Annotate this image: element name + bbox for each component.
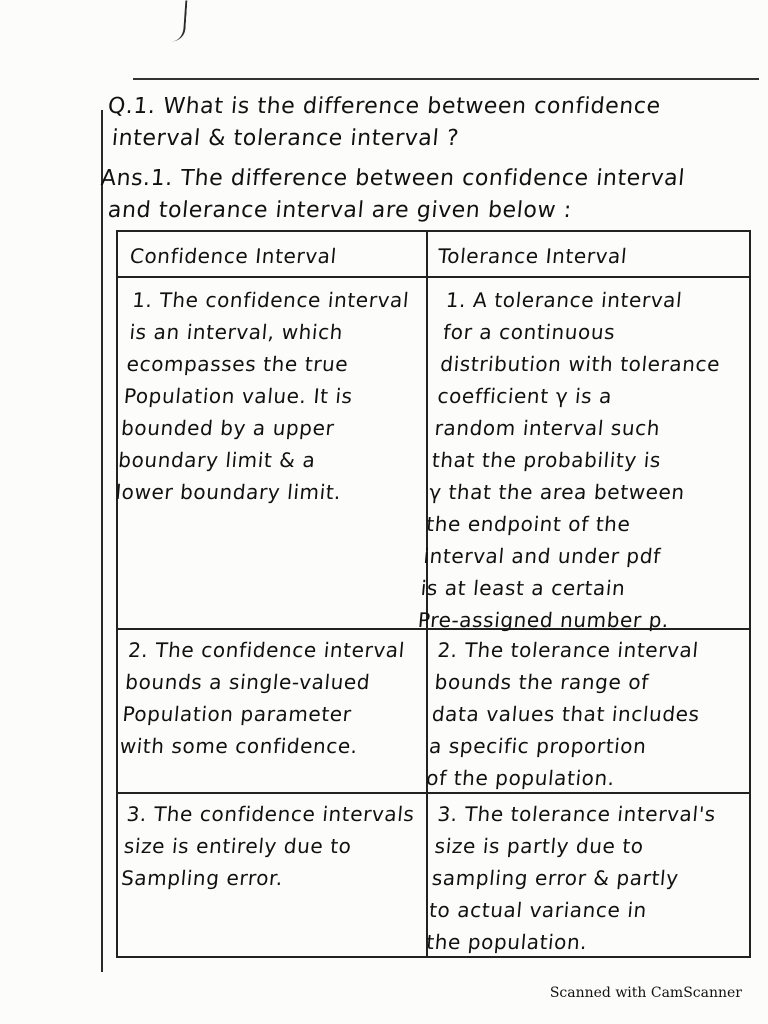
cell-line: Pre-assigned number p.	[416, 608, 671, 632]
cell-line: is at least a certain	[419, 576, 627, 600]
cell-line: coefficient γ is a	[436, 384, 614, 408]
cell-line: bounds a single-valued	[124, 670, 372, 694]
cell-confidence-3	[120, 798, 428, 894]
cell-tolerance-1	[417, 284, 766, 636]
cell-line: random interval such	[433, 416, 662, 440]
cell-line: 1. The confidence interval	[131, 288, 411, 312]
cell-line: ecompasses the true	[125, 352, 350, 376]
cell-line: data values that includes	[430, 702, 701, 726]
header-confidence-interval: Confidence Interval	[128, 244, 338, 268]
cell-line: Sampling error.	[120, 866, 285, 890]
cell-tolerance-2	[425, 634, 757, 794]
cell-line: 2. The confidence interval	[127, 638, 406, 662]
cell-line: that the probability is	[430, 448, 663, 472]
cell-line: 3. The tolerance interval's	[436, 802, 717, 826]
question-line-2: interval & tolerance interval ?	[110, 126, 461, 151]
cell-line: with some confidence.	[118, 734, 359, 758]
cell-line: Population value. It is	[122, 384, 354, 408]
scanner-watermark: Scanned with CamScanner	[549, 985, 742, 1001]
cell-line: to actual variance in	[428, 898, 648, 922]
cell-line: the population.	[425, 930, 589, 954]
cell-line: γ that the area between	[428, 480, 686, 504]
cell-line: distribution with tolerance	[439, 352, 722, 376]
cell-line: for a continuous	[442, 320, 617, 344]
cell-line: boundary limit & a	[117, 448, 317, 472]
comparison-table	[116, 230, 751, 958]
answer-line-1: Ans.1. The difference between confidence interval	[99, 166, 687, 191]
cell-line: size is entirely due to	[122, 834, 353, 858]
cell-line: the endpoint of the	[425, 512, 632, 536]
header-rule-line	[133, 78, 759, 80]
cell-line: 3. The confidence intervals	[125, 802, 416, 826]
cell-line: 1. A tolerance interval	[444, 288, 684, 312]
cell-line: a specific proportion	[428, 734, 648, 758]
cell-confidence-1	[114, 284, 434, 508]
cell-confidence-2	[118, 634, 429, 762]
answer-line-2: and tolerance interval are given below :	[106, 198, 573, 223]
cell-line: of the population.	[425, 766, 616, 790]
cell-line: 2. The tolerance interval	[436, 638, 700, 662]
pen-stroke-mark	[171, 0, 188, 42]
cell-line: Population parameter	[121, 702, 353, 726]
cell-tolerance-3	[425, 798, 757, 958]
cell-line: lower boundary limit.	[114, 480, 343, 504]
cell-line: bounds the range of	[433, 670, 650, 694]
cell-line: is an interval, which	[128, 320, 345, 344]
question-line-1: Q.1. What is the difference between confidence	[106, 94, 662, 119]
header-tolerance-interval: Tolerance Interval	[436, 244, 629, 268]
row-divider	[118, 276, 749, 278]
cell-line: sampling error & partly	[430, 866, 680, 890]
cell-line: size is partly due to	[433, 834, 645, 858]
cell-line: bounded by a upper	[120, 416, 336, 440]
margin-line	[101, 110, 103, 972]
cell-line: interval and under pdf	[422, 544, 662, 568]
